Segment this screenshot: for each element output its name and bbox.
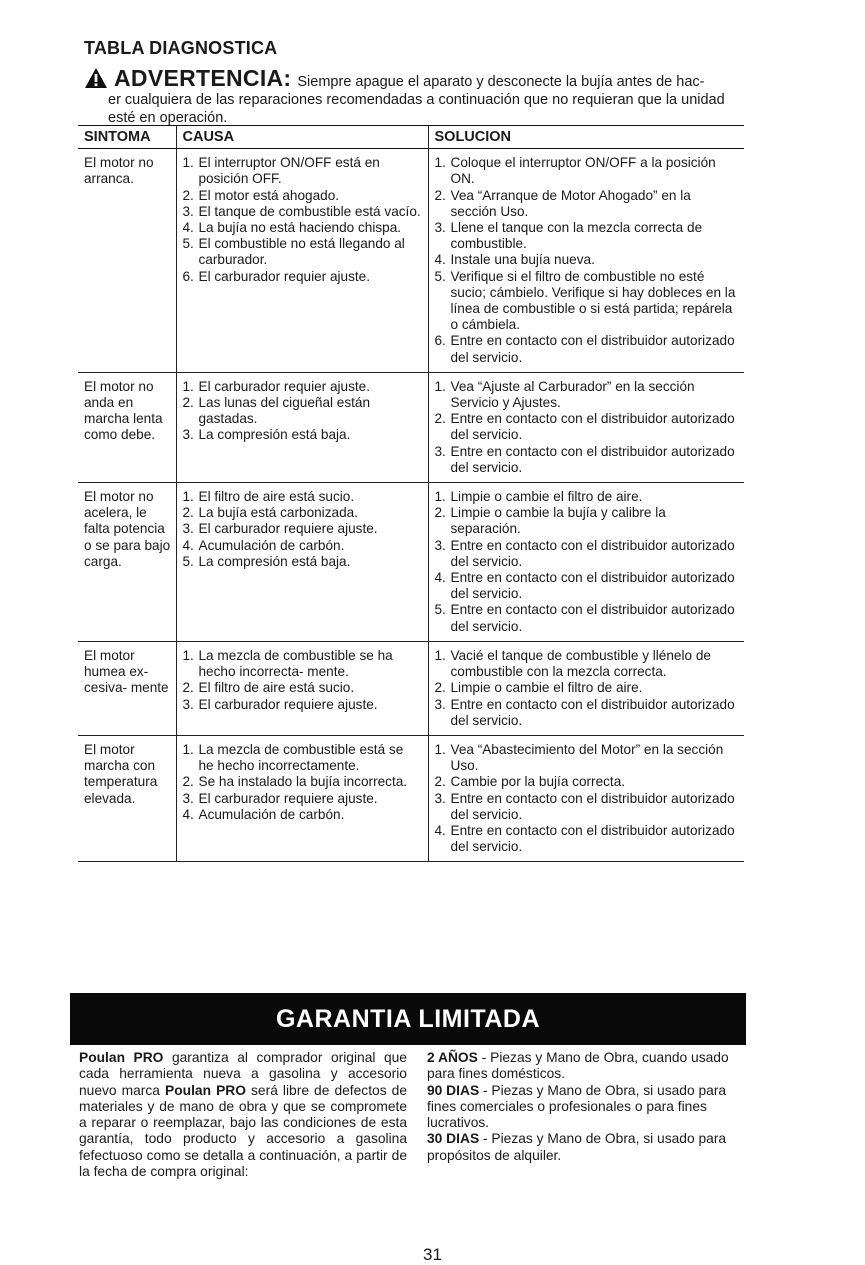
symptom-cell: El motor no arranca. [78,149,176,373]
item-text: Vacié el tanque de combustible y llénelo de combustible con la mezcla correcta. [450,647,711,680]
cause-list [183,648,422,713]
item-text: Coloque el interruptor ON/OFF a la posición ON. [450,155,716,187]
item-text: Entre en contacto con el distribuidor autorizado del servicio. [450,411,735,443]
symptom-cell: El motor no acelera, le falta potencia o se para bajo carga. [78,483,176,642]
item-number: 4. [182,537,194,553]
item-number: 3. [434,443,446,459]
diagnostic-table [78,125,744,862]
item-number: 6. [434,333,446,349]
item-text: Llene el tanque con la mezcla correcta de combustible. [450,220,703,252]
warranty-banner: GARANTIA LIMITADA [70,993,746,1045]
cause-cell [176,149,428,373]
list-item [183,188,422,204]
warranty-term [427,1083,749,1132]
item-number: 3. [182,203,194,219]
item-text: La bujía está carbonizada. [198,505,358,521]
item-text: Las lunas del cigueñal están gastadas. [198,395,371,427]
list-item [435,269,739,334]
solution-list [435,742,739,855]
item-text: Se ha instalado la bujía incorrecta. [198,774,408,790]
solution-list [435,379,739,476]
list-item [435,252,739,268]
page-title: TABLA DIAGNOSTICA [84,38,278,58]
solution-cell [428,372,744,482]
list-item [183,269,422,285]
table-row [78,483,744,642]
item-text: El carburador requiere ajuste. [198,790,378,806]
item-text: Vea “Arranque de Motor Ahogado” en la sección Uso. [450,187,691,219]
list-item [435,823,739,855]
warranty-term [427,1131,749,1164]
header-solucion: SOLUCION [428,126,744,149]
item-number: 3. [434,790,446,806]
header-sintoma: SINTOMA [78,126,176,149]
item-text: El combustible no está llegando al carburador. [198,236,405,268]
item-number: 2. [434,187,446,203]
item-text: Limpie o cambie el filtro de aire. [450,680,643,696]
item-number: 4. [182,806,194,822]
item-number: 4. [434,252,446,268]
cause-cell [176,735,428,861]
item-number: 2. [434,774,446,790]
item-number: 1. [434,741,446,757]
list-item [435,444,739,476]
item-text: Entre en contacto con el distribuidor autorizado del servicio. [450,443,735,475]
item-text: Entre en contacto con el distribuidor autorizado del servicio. [450,822,735,855]
symptom-cell: El motor no anda en marcha lenta como debe. [78,372,176,482]
list-item [183,155,422,187]
item-number: 3. [434,220,446,236]
list-item [183,742,422,774]
list-item [435,602,739,634]
item-text: El filtro de aire está sucio. [198,680,355,696]
warning-heading: ADVERTENCIA: [114,65,292,91]
item-text: Entre en contacto con el distribuidor autorizado del servicio. [450,790,735,822]
item-text: Instale una bujía nueva. [450,252,595,268]
item-text: Limpie o cambie la bujía y calibre la separación. [450,505,666,537]
list-item [183,774,422,790]
item-text: Entre en contacto con el distribuidor autorizado del servicio. [450,333,735,365]
warranty-intro-text: garantiza al comprador original que cada herramienta nueva a gasolina y accesorio nuevo marca [79,1050,407,1098]
item-number: 2. [182,774,194,790]
item-number: 3. [182,790,194,806]
list-item [183,521,422,537]
table-row [78,149,744,373]
item-number: 1. [182,647,194,663]
warranty-term [427,1050,749,1083]
term-text: - Piezas y Mano de Obra, si usado para fines comerciales o profesionales o para fines lucrativos. [427,1082,727,1131]
item-text: Acumulación de carbón. [198,537,345,553]
solution-cell [428,641,744,735]
item-number: 1. [434,155,446,171]
list-item [435,379,739,411]
item-number: 3. [182,521,194,537]
item-number: 2. [182,395,194,411]
list-item [183,697,422,713]
list-item [435,333,739,365]
item-number: 1. [434,489,446,505]
term-text: - Piezas y Mano de Obra, si usado para propósitos de alquiler. [427,1131,727,1163]
item-text: Verifique si el filtro de combustible no esté sucio; cámbielo. Verifique si hay dobleces en la línea de combustible o si está partida; repárela o cámbiela. [450,268,736,333]
list-item [183,648,422,680]
header-causa: CAUSA [176,126,428,149]
list-item [183,236,422,268]
item-number: 1. [182,378,194,394]
term-text: - Piezas y Mano de Obra, cuando usado para fines domésticos. [427,1050,729,1082]
item-text: Limpie o cambie el filtro de aire. [450,489,643,505]
warning-text-line1: Siempre apague el aparato y desconecte la bujía antes de hac- [297,74,705,90]
item-text: Vea “Ajuste al Carburador” en la sección Servicio y Ajustes. [450,378,695,411]
item-number: 3. [434,537,446,553]
item-number: 4. [182,220,194,236]
list-item [183,680,422,696]
item-text: La compresión está baja. [198,427,351,443]
item-number: 5. [434,602,446,618]
list-item [183,379,422,395]
list-item [183,220,422,236]
list-item [435,742,739,774]
item-number: 5. [434,268,446,284]
item-text: Acumulación de carbón. [198,806,345,822]
item-text: El carburador requier ajuste. [198,268,371,284]
item-number: 1. [182,155,194,171]
symptom-cell: El motor marcha con temperatura elevada. [78,735,176,861]
solution-cell [428,483,744,642]
item-number: 3. [182,696,194,712]
list-item [435,188,739,220]
item-number: 2. [182,680,194,696]
item-number: 6. [182,268,194,284]
item-number: 3. [434,696,446,712]
item-text: Cambie por la bujía correcta. [450,774,626,790]
list-item [183,791,422,807]
warranty-intro [79,1050,407,1180]
item-number: 4. [434,822,446,838]
list-item [435,648,739,680]
cause-list [183,379,422,444]
item-number: 2. [182,187,194,203]
item-text: Vea “Abastecimiento del Motor” en la sección Uso. [450,741,724,774]
list-item [435,697,739,729]
item-number: 2. [434,505,446,521]
page-number: 31 [423,1245,442,1264]
table-row [78,735,744,861]
list-item [435,155,739,187]
solution-cell [428,149,744,373]
warranty-terms [427,1050,749,1164]
item-number: 1. [434,378,446,394]
list-item [183,807,422,823]
cause-list [183,155,422,285]
item-number: 2. [434,411,446,427]
warning-text-rest: er cualquiera de las reparaciones recomendadas a continuación que no requieran que la unidad esté en operación. [108,92,725,126]
list-item [183,505,422,521]
cause-list [183,489,422,570]
brand-name: Poulan PRO [79,1050,164,1065]
cause-cell [176,483,428,642]
list-item [435,791,739,823]
item-text: El tanque de combustible está vacío. [198,203,421,219]
solution-list [435,648,739,729]
brand-name: Poulan PRO [165,1082,246,1098]
item-number: 5. [182,236,194,252]
list-item [435,505,739,537]
cause-cell [176,372,428,482]
item-text: El carburador requiere ajuste. [198,696,378,712]
term-period: 30 DIAS [427,1131,480,1147]
item-number: 4. [434,570,446,586]
table-header-row [78,126,744,149]
warning-notice [84,64,744,127]
symptom-cell: El motor humea ex- cesiva- mente [78,641,176,735]
item-text: El motor está ahogado. [198,187,340,203]
item-number: 5. [182,553,194,569]
solution-list [435,155,739,366]
solution-cell [428,735,744,861]
table-row [78,372,744,482]
term-period: 2 AÑOS [427,1050,478,1065]
item-text: El carburador requier ajuste. [198,378,371,394]
list-item [435,220,739,252]
item-text: La bujía no está haciendo chispa. [198,220,402,236]
item-text: La mezcla de combustible está se he hecho incorrectamente. [198,741,404,774]
cause-list [183,742,422,823]
list-item [435,680,739,696]
item-number: 2. [434,680,446,696]
list-item [183,427,422,443]
list-item [183,489,422,505]
list-item [435,411,739,443]
list-item [435,774,739,790]
solution-list [435,489,739,635]
item-text: La compresión está baja. [198,553,351,569]
list-item [435,489,739,505]
item-number: 1. [434,647,446,663]
warranty-intro-text: será libre de defectos de materiales y de mano de obra y que se compromete a reparar o reemplazar, bajo las condiciones de esta garantía, todo producto y accesorio a gasolina fefectuoso como se detalla a continuación, a partir de la fecha de compra original: [79,1082,407,1180]
term-period: 90 DIAS [427,1082,480,1098]
item-text: El filtro de aire está sucio. [198,489,355,505]
item-text: Entre en contacto con el distribuidor autorizado del servicio. [450,537,735,569]
list-item [183,204,422,220]
item-number: 1. [182,741,194,757]
item-number: 3. [182,427,194,443]
warning-triangle-icon [84,67,108,89]
cause-cell [176,641,428,735]
list-item [435,538,739,570]
list-item [183,395,422,427]
list-item [435,570,739,602]
item-text: Entre en contacto con el distribuidor autorizado del servicio. [450,602,735,634]
list-item [183,538,422,554]
item-text: La mezcla de combustible se ha hecho incorrecta- mente. [198,647,393,680]
item-number: 2. [182,505,194,521]
item-text: El interruptor ON/OFF está en posición OFF. [198,155,380,187]
item-text: Entre en contacto con el distribuidor autorizado del servicio. [450,696,735,728]
item-text: El carburador requiere ajuste. [198,521,378,537]
table-row [78,641,744,735]
item-text: Entre en contacto con el distribuidor autorizado del servicio. [450,570,735,602]
item-number: 1. [182,489,194,505]
list-item [183,554,422,570]
